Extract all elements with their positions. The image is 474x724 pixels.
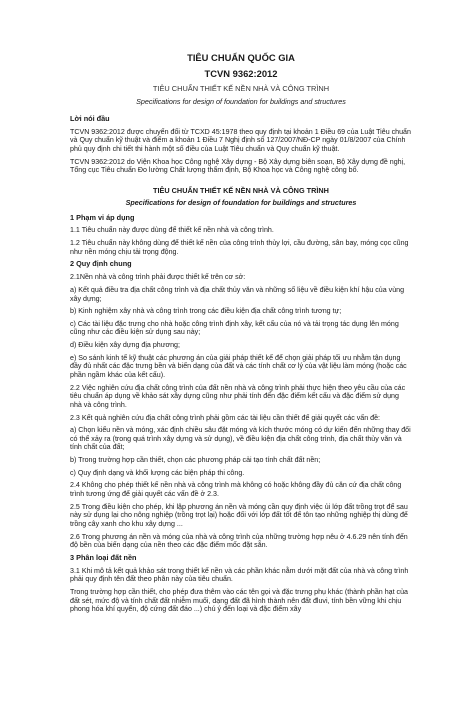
section-heading: 1 Phạm vi áp dụng bbox=[70, 212, 135, 222]
standard-name-vi: TIÊU CHUẨN THIẾT KẾ NỀN NHÀ VÀ CÔNG TRÌNH bbox=[152, 83, 330, 93]
standard-title-vi: TIÊU CHUẨN THIẾT KẾ NỀN NHÀ VÀ CÔNG TRÌNH bbox=[153, 185, 329, 195]
list-item: b) Kinh nghiệm xây nhà và công trình trong các điều kiện địa chất công trình tương tự; bbox=[70, 307, 342, 316]
list-item: e) So sánh kinh tế kỹ thuật các phương án của giải pháp thiết kế để chọn giải pháp tối ưu nhằm tận dụng đầy đủ nhất các đặc trưng bền và biến dạng của đất và các tính chất cơ lý của vật liệu làm móng (hoặc các phần ngầm khác của kết cấu). bbox=[70, 353, 407, 379]
paragraph: 2.6 Trong phương án nền và móng của nhà và công trình của những trường hợp nêu ở 4.6.29 nên tính đến độ bền của biến dạng của nền theo các đặc điểm mốc đặt sẵn. bbox=[70, 532, 408, 550]
paragraph: 2.4 Không cho phép thiết kế nền nhà và công trình mà không có hoặc không đầy đủ căn cứ địa chất công trình tương ứng để giải quyết các vấn đề ở 2.3. bbox=[70, 481, 402, 499]
list-item: b) Trong trường hợp cần thiết, chọn các phương pháp cải tạo tính chất đất nền; bbox=[70, 456, 321, 465]
foreword-paragraph: TCVN 9362:2012 được chuyển đổi từ TCXD 45:1978 theo quy định tại khoản 1 Điều 69 của Luật Tiêu chuẩn và Quy chuẩn kỹ thuật và điểm a khoản 1 Điều 7 Nghị định số 127/2007/NĐ-CP ngày 01/8/2007 của Chính phủ quy định chi tiết thi hành một số điều của Luật Tiêu chuẩn và Quy chuẩn kỹ thuật. bbox=[70, 127, 411, 153]
list-item: a) Kết quả điều tra địa chất công trình và địa chất thủy văn và những số liệu về điều kiện khí hậu của vùng xây dựng; bbox=[70, 285, 405, 303]
paragraph: 2.5 Trong điều kiện cho phép, khi lập phương án nền và móng cần quy định việc ủi lớp đất trồng trọt để sau này sử dụng lại cho nông nghiệp (trồng trọt lại) hoặc đối với lớp đất tốt để tôn tạo những nghiệp thị dùng để trồng cây xanh cho khu xây dựng ... bbox=[70, 502, 408, 528]
list-item: c) Quy định dạng và khối lượng các biện pháp thi công. bbox=[70, 468, 245, 477]
document-title: TIÊU CHUẨN QUỐC GIA bbox=[187, 52, 295, 63]
paragraph: 2.3 Kết quả nghiên cứu địa chất công trình phải gồm các tài liệu cần thiết để giải quyết các vấn đề: bbox=[70, 413, 380, 422]
paragraph: 2.1Nền nhà và công trình phải được thiết kế trên cơ sở: bbox=[70, 273, 246, 282]
list-item: a) Chọn kiểu nền và móng, xác định chiều sâu đặt móng và kích thước móng có dự kiến đến những thay đổi có thể xảy ra (trong quá trình xây dựng và sử dụng), về điều kiện địa chất công trình, địa chất thủy văn và tính chất của đất; bbox=[70, 426, 411, 452]
paragraph: 3.1 Khi mô tả kết quả khảo sát trong thiết kế nền và các phần khác nằm dưới mặt đất của nhà và công trình phải quy định tên đất theo phân này của tiêu chuẩn. bbox=[70, 566, 409, 584]
list-item: d) Điều kiện xây dựng địa phương; bbox=[70, 341, 180, 350]
standard-code: TCVN 9362:2012 bbox=[204, 68, 278, 80]
foreword-heading: Lời nói đầu bbox=[70, 113, 110, 123]
paragraph: 1.2 Tiêu chuẩn này không dùng để thiết kế nền của công trình thủy lợi, cầu đường, sân bay, móng cọc cũng như nền móng chịu tải trọng động. bbox=[70, 239, 409, 256]
paragraph: Trong trường hợp cần thiết, cho phép đưa thêm vào các tên gọi và đặc trưng phụ khác (thành phần hạt của đất sét, mức độ và tính chất đất nhiễm muối, dạng đất đã hình thành nên đất đluvi, tính bền vững khi chịu phong hóa khí quyển, độ cứng đất đáo ...) chú ý đến loại và đặc điểm xây bbox=[70, 588, 408, 614]
section-heading: 3 Phân loại đất nền bbox=[70, 552, 137, 562]
paragraph: 2.2 Việc nghiên cứu địa chất công trình của đất nền nhà và công trình phải thực hiện theo yêu cầu của các tiêu chuẩn áp dụng về khảo sát xây dựng cũng như phải tính đến đặc điểm kết cấu và đặc điểm sử dụng nhà và công trình. bbox=[70, 383, 406, 409]
standard-title-en: Specifications for design of foundation for buildings and structures bbox=[125, 197, 357, 207]
list-item: c) Các tài liệu đặc trưng cho nhà hoặc công trình định xây, kết cấu của nó và tải trọng tác dụng lên móng cũng như các điều kiện sử dụng sau này; bbox=[70, 319, 399, 337]
section-heading: 2 Quy định chung bbox=[70, 259, 132, 269]
paragraph: 1.1 Tiêu chuẩn này được dùng để thiết kế nền nhà và công trình. bbox=[70, 226, 274, 235]
standard-name-en: Specifications for design of foundation for buildings and structures bbox=[136, 96, 346, 106]
foreword-paragraph: TCVN 9362:2012 do Viện Khoa học Công nghệ Xây dựng - Bộ Xây dựng biên soạn, Bộ Xây dựng đề nghị, Tổng cục Tiêu chuẩn Đo lường Chất lượng thẩm định, Bộ Khoa học và Công nghệ công bố. bbox=[70, 157, 406, 175]
